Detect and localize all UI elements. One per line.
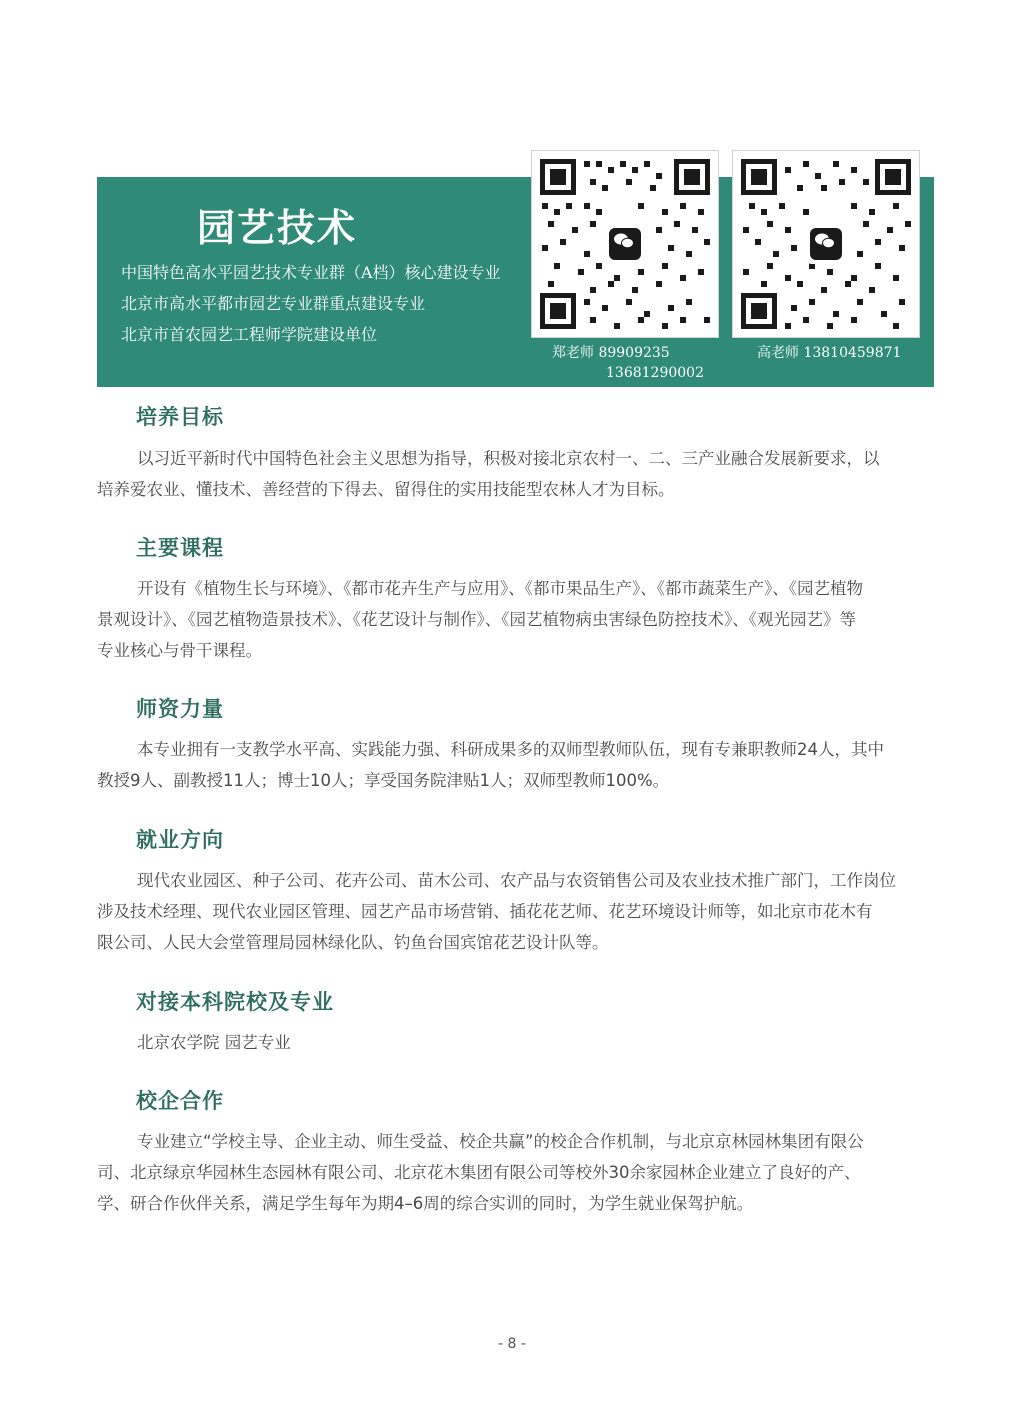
qr-center-logo [806,224,846,264]
body-line: 以习近平新时代中国特色社会主义思想为指导，积极对接北京农村一、二、三产业融合发展新要求，以 [137,449,880,468]
body-line: 开设有《植物生长与环境》、《都市花卉生产与应用》、《都市果品生产》、《都市蔬菜生产》、《园艺植物 [137,579,863,598]
section-body-courses [97,573,937,666]
section-title-faculty: 师资力量 [136,696,224,721]
body-line: 本专业拥有一支教学水平高、实践能力强、科研成果多的双师型教师队伍，现有专兼职教师24人，其中 [137,740,884,759]
contact-phone: 13810459871 [803,345,902,361]
program-title: 园艺技术 [197,205,358,250]
body-line: 专业建立“学校主导、企业主动、师生受益、校企共赢”的校企合作机制，与北京京林园林集团有限公 [137,1132,864,1151]
body-line: 培养爱农业、懂技术、善经营的下得去、留得住的实用技能型农林人才为目标。 [97,480,675,499]
section-title-courses: 主要课程 [136,535,224,560]
qr-code-gao [732,150,920,338]
contact-zheng-phone2 [606,363,704,383]
page-number: - 8 - [498,1336,526,1352]
section-title-goals: 培养目标 [136,404,224,429]
contact-phone: 13681290002 [606,365,704,381]
body-line: 现代农业园区、种子公司、花卉公司、苗木公司、农产品与农资销售公司及农业技术推广部门，工作岗位 [137,871,896,890]
body-line: 专业核心与骨干课程。 [97,641,262,660]
qr-code-zheng [531,150,719,338]
program-honors [121,257,501,350]
honor-line: 中国特色高水平园艺技术专业群（A档）核心建设专业 [121,263,501,282]
section-body-faculty [97,734,937,796]
contact-name: 郑老师 [552,345,594,361]
body-line: 北京农学院 园艺专业 [137,1033,291,1052]
honor-line: 北京市高水平都市园艺专业群重点建设专业 [121,294,426,313]
wechat-icon [609,228,641,260]
section-body-cooperation [97,1126,937,1219]
section-body-careers [97,865,937,958]
contact-gao [757,343,901,363]
body-line: 景观设计》、《园艺植物造景技术》、《花艺设计与制作》、《园艺植物病虫害绿色防控技术》、《观光园艺》等 [97,610,856,629]
wechat-icon [810,228,842,260]
section-title-careers: 就业方向 [136,827,224,852]
body-line: 教授9人、副教授11人；博士10人；享受国务院津贴1人；双师型教师100%。 [97,771,670,790]
body-line: 涉及技术经理、现代农业园区管理、园艺产品市场营销、插花花艺师、花艺环境设计师等，如北京市花木有 [97,902,873,921]
section-title-cooperation: 校企合作 [136,1088,224,1113]
honor-line: 北京市首农园艺工程师学院建设单位 [121,325,378,344]
contact-zheng [552,343,670,363]
qr-center-logo [605,224,645,264]
body-line: 学、研合作伙伴关系，满足学生每年为期4–6周的综合实训的同时，为学生就业保驾护航。 [97,1194,754,1213]
contact-phone: 89909235 [598,345,670,361]
section-title-university: 对接本科院校及专业 [136,989,334,1014]
body-line: 司、北京绿京华园林生态园林有限公司、北京花木集团有限公司等校外30余家园林企业建立了良好的产、 [97,1163,861,1182]
contact-name: 高老师 [757,345,799,361]
section-body-university [97,1027,937,1058]
section-body-goals [97,443,937,505]
body-line: 限公司、人民大会堂管理局园林绿化队、钓鱼台国宾馆花艺设计队等。 [97,933,609,952]
